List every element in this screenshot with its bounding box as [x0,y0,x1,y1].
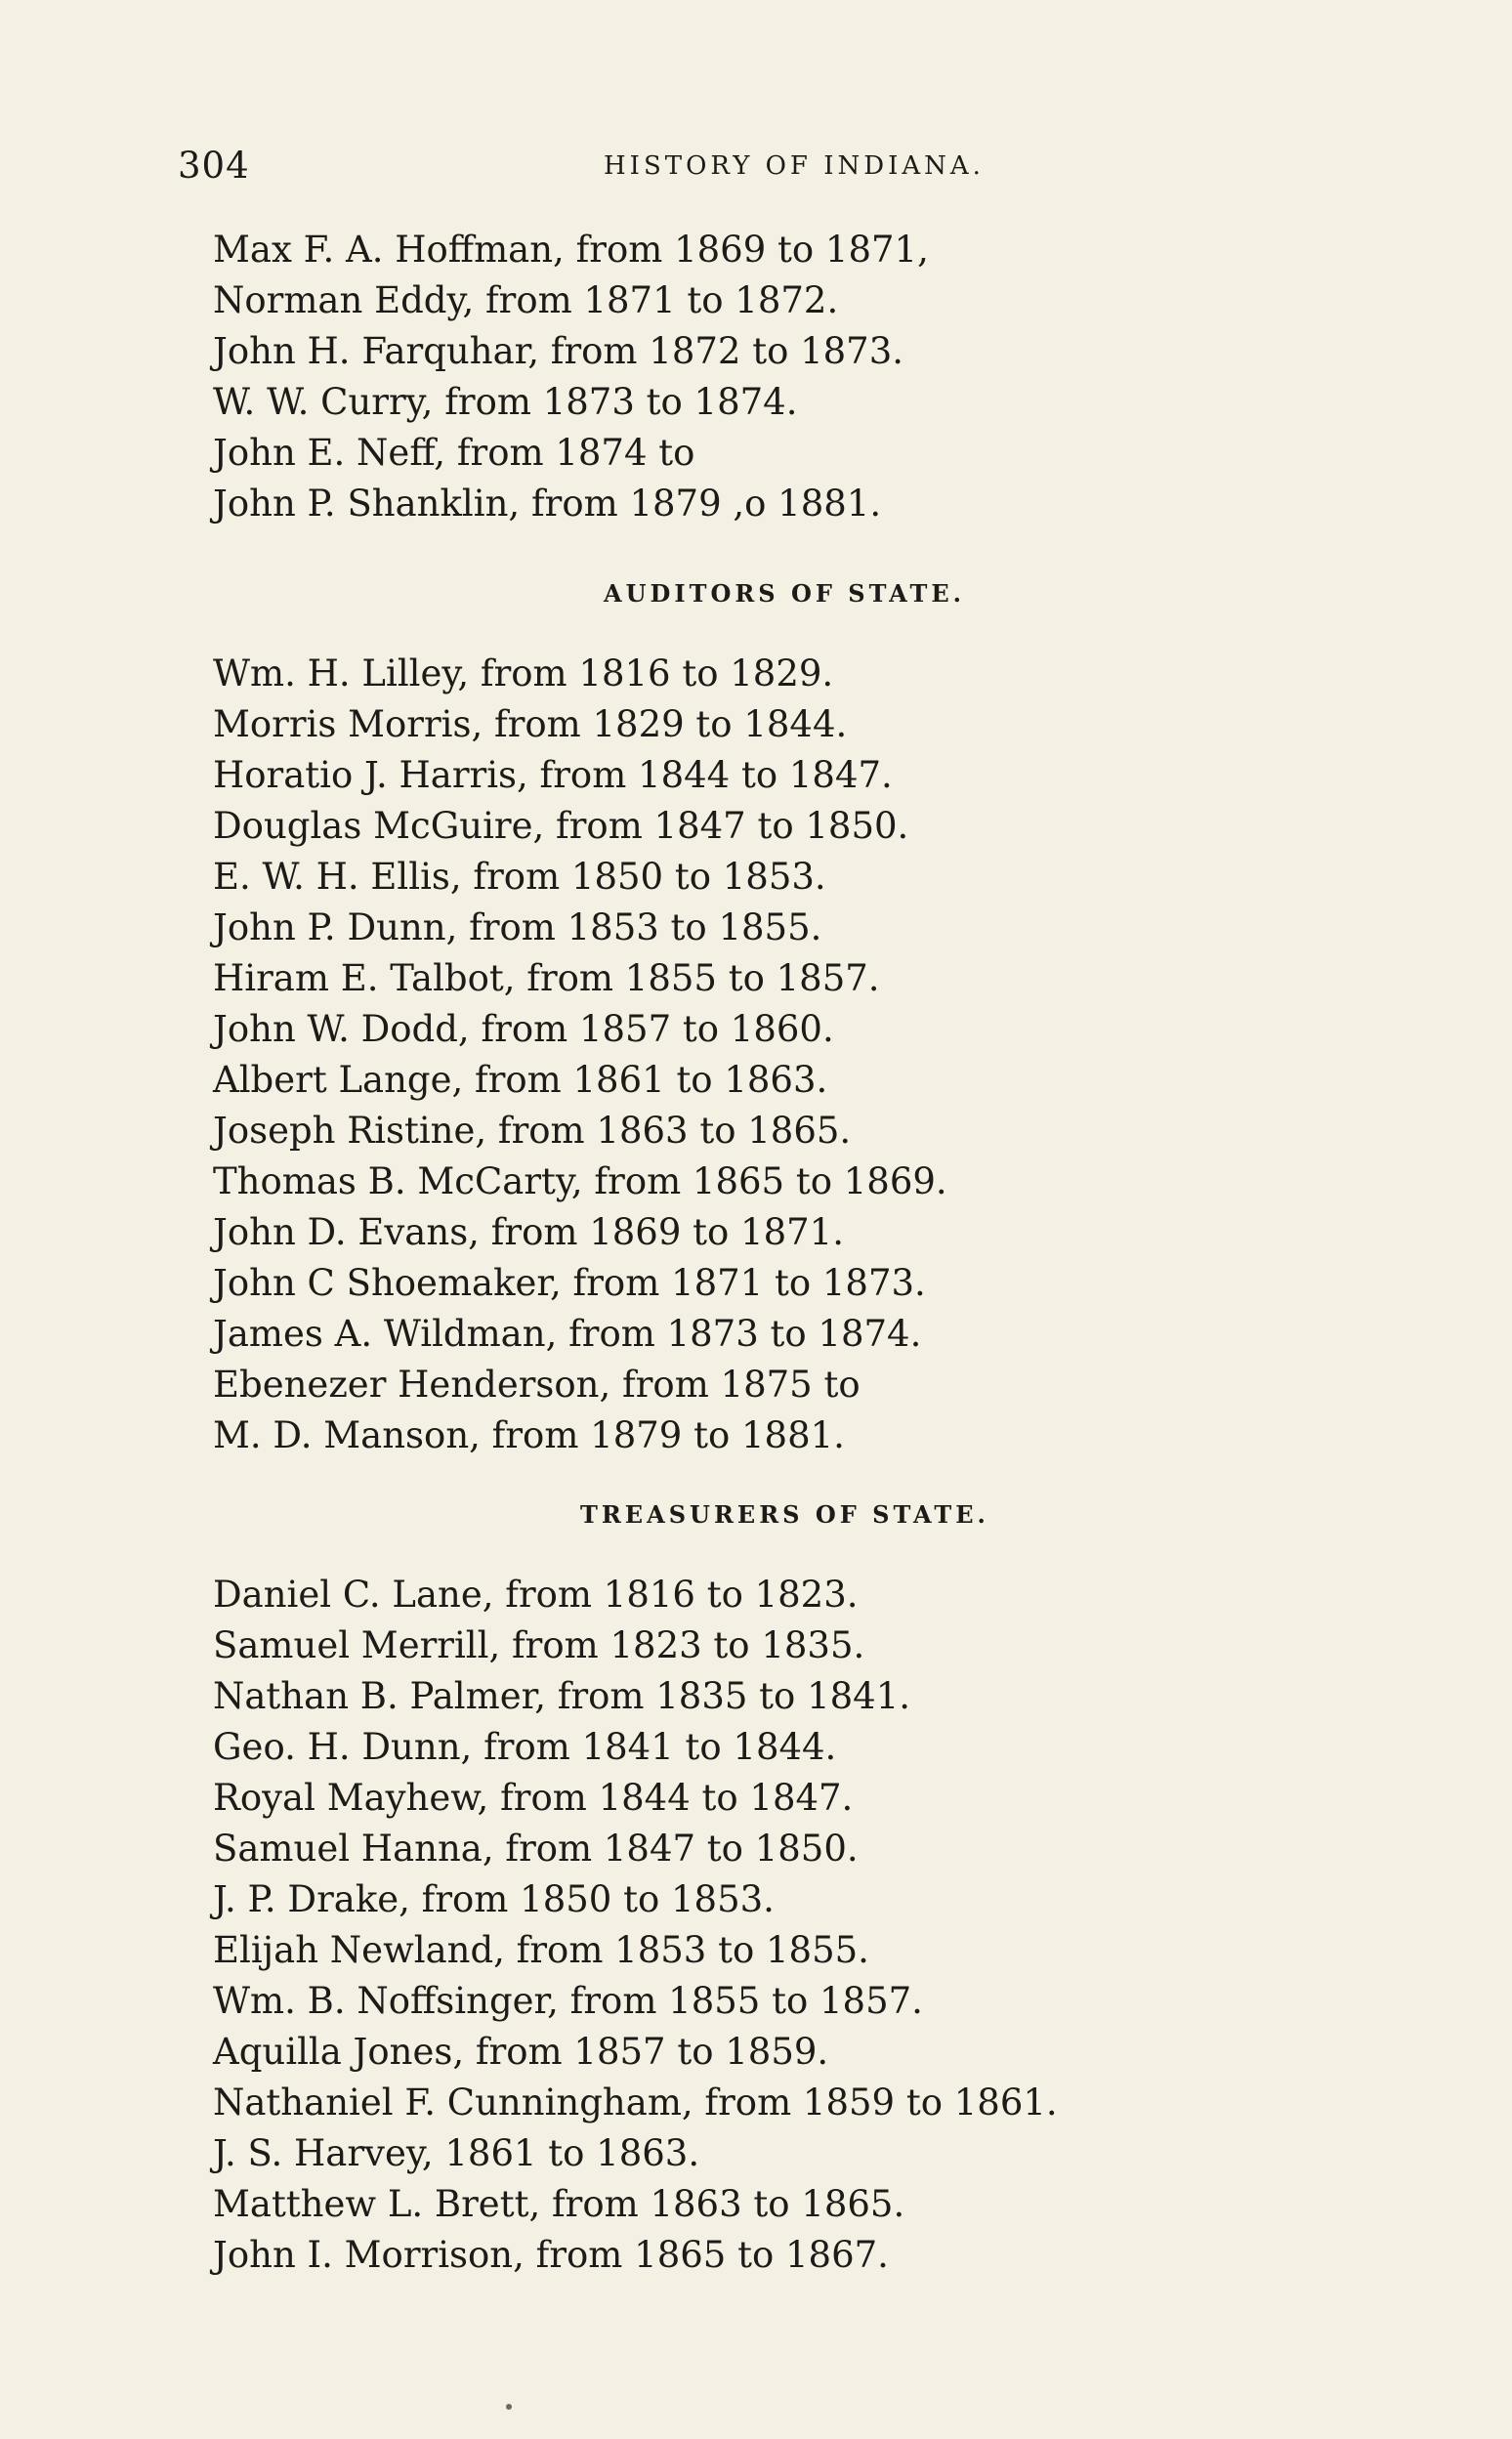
auditors-list [213,649,947,1461]
list-item: John E. Neff, from 1874 to [213,432,695,474]
list-item: Daniel C. Lane, from 1816 to 1823. [213,1574,859,1616]
list-item: John I. Morrison, from 1865 to 1867. [213,2234,889,2276]
list-item: John W. Dodd, from 1857 to 1860. [213,1008,834,1050]
list-item: John P. Shanklin, from 1879 ,o 1881. [213,483,882,525]
list-item: Horatio J. Harris, from 1844 to 1847. [213,754,893,796]
list-item: E. W. H. Ellis, from 1850 to 1853. [213,856,826,898]
list-item: Max F. A. Hoffman, from 1869 to 1871, [213,229,929,271]
ink-speck [506,2404,512,2410]
list-item: Nathaniel F. Cunningham, from 1859 to 1861. [213,2082,1058,2124]
list-item: Norman Eddy, from 1871 to 1872. [213,279,839,321]
list-item: Royal Mayhew, from 1844 to 1847. [213,1777,854,1819]
secretaries-list [213,225,929,529]
list-item: James A. Wildman, from 1873 to 1874. [213,1313,922,1355]
list-item: Samuel Hanna, from 1847 to 1850. [213,1828,859,1870]
list-item: Wm. H. Lilley, from 1816 to 1829. [213,652,834,694]
treasurers-heading: TREASURERS OF STATE. [580,1500,989,1529]
list-item: Morris Morris, from 1829 to 1844. [213,703,848,745]
auditors-heading: AUDITORS OF STATE. [604,579,965,608]
list-item: Samuel Merrill, from 1823 to 1835. [213,1624,865,1666]
list-item: Thomas B. McCarty, from 1865 to 1869. [213,1160,947,1202]
list-item: J. P. Drake, from 1850 to 1853. [213,1878,775,1920]
list-item: J. S. Harvey, 1861 to 1863. [213,2132,700,2174]
list-item: Nathan B. Palmer, from 1835 to 1841. [213,1675,911,1717]
list-item: Douglas McGuire, from 1847 to 1850. [213,805,909,847]
list-item: John C Shoemaker, from 1871 to 1873. [213,1262,926,1304]
list-item: Elijah Newland, from 1853 to 1855. [213,1929,869,1971]
list-item: Hiram E. Talbot, from 1855 to 1857. [213,957,880,999]
list-item: John H. Farquhar, from 1872 to 1873. [213,330,904,372]
list-item: W. W. Curry, from 1873 to 1874. [213,381,798,423]
list-item: Wm. B. Noffsinger, from 1855 to 1857. [213,1980,923,2022]
list-item: Matthew L. Brett, from 1863 to 1865. [213,2183,905,2225]
list-item: Geo. H. Dunn, from 1841 to 1844. [213,1726,837,1768]
list-item: Ebenezer Henderson, from 1875 to [213,1364,861,1406]
list-item: Joseph Ristine, from 1863 to 1865. [213,1110,852,1152]
list-item: John P. Dunn, from 1853 to 1855. [213,906,822,948]
list-item: John D. Evans, from 1869 to 1871. [213,1211,844,1253]
treasurers-list [213,1570,1058,2281]
list-item: M. D. Manson, from 1879 to 1881. [213,1414,845,1456]
list-item: Albert Lange, from 1861 to 1863. [213,1059,828,1101]
running-title: HISTORY OF INDIANA. [604,151,985,181]
page-number: 304 [178,145,250,187]
list-item: Aquilla Jones, from 1857 to 1859. [213,2031,829,2073]
